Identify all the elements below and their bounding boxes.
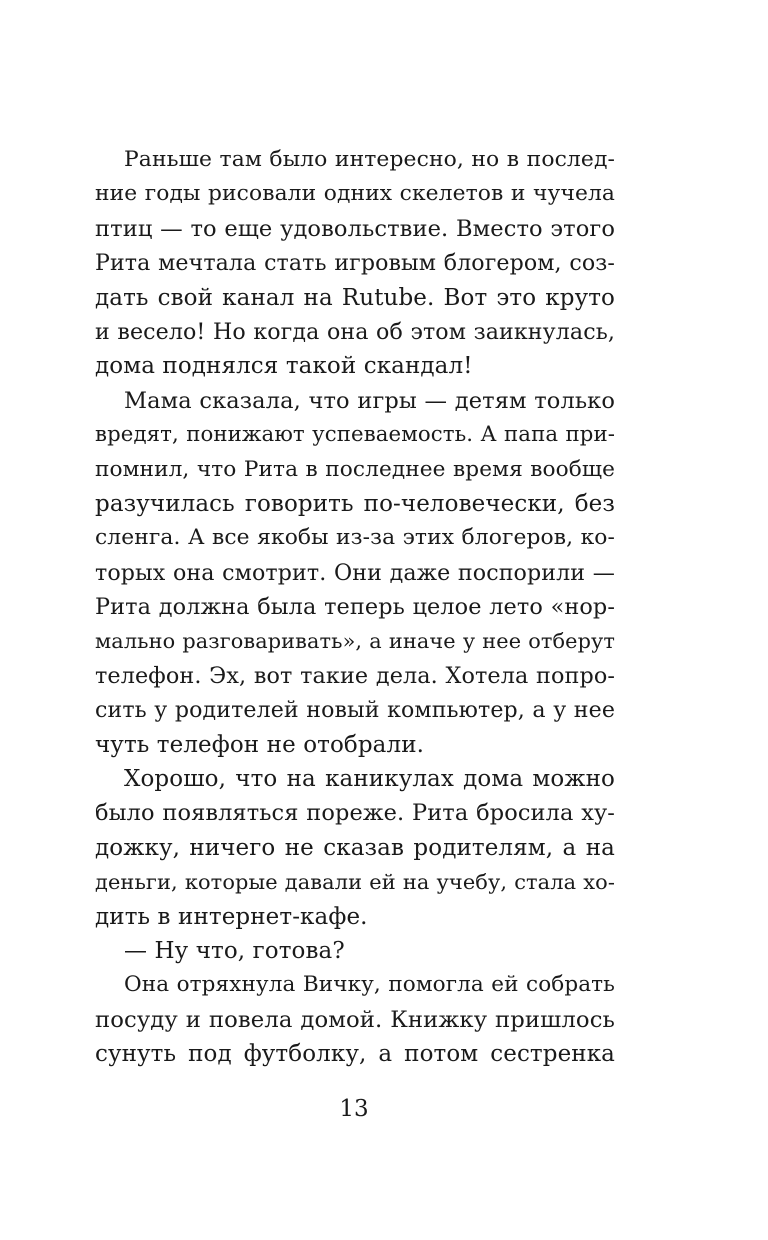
text-line: чуть телефон не отобрали. xyxy=(95,731,425,758)
text-line: Рита должна была теперь целое лето «нор- xyxy=(95,594,615,621)
text-line: Рита мечтала стать игровым блогером, соз- xyxy=(95,250,615,277)
text-line: было появляться пореже. Рита бросила ху- xyxy=(95,800,615,827)
text-line: дить в интернет-кафе. xyxy=(95,903,368,930)
text-line: телефон. Эх, вот такие дела. Хотела попро- xyxy=(95,662,615,689)
page-number: 13 xyxy=(339,1096,369,1122)
text-line: Мама сказала, что игры — детям только xyxy=(124,387,615,414)
text-line: Хорошо, что на каникулах дома можно xyxy=(124,766,615,793)
text-line: посуду и повела домой. Книжку пришлось xyxy=(95,1006,615,1033)
text-line: и весело! Но когда она об этом заикнулась, xyxy=(95,318,615,345)
text-line: сленга. А все якобы из-за этих блогеров, ко- xyxy=(95,525,615,551)
text-line: птиц — то еще удовольствие. Вместо этого xyxy=(95,215,615,242)
text-line: дома поднялся такой скандал! xyxy=(95,353,473,380)
text-line: дать свой канал на Rutube. Вот это круто xyxy=(95,284,615,311)
text-line: торых она смотрит. Они даже поспорили — xyxy=(95,559,615,586)
text-line: мально разговаривать», а иначе у нее отберут xyxy=(95,629,615,654)
paragraph-2 xyxy=(95,384,615,762)
text-line: Раньше там было интересно, но в послед- xyxy=(124,147,615,172)
paragraph-3 xyxy=(95,762,615,934)
paragraph-1 xyxy=(95,143,615,384)
paragraph-5 xyxy=(95,968,615,1071)
text-line: Она отряхнула Вичку, помогла ей собрать xyxy=(124,972,615,998)
text-line: разучилась говорить по-человечески, без xyxy=(95,490,615,517)
text-line: дожку, ничего не сказав родителям, а на xyxy=(95,834,615,861)
text-line: сить у родителей новый компьютер, а у нее xyxy=(95,697,615,724)
page-body xyxy=(95,143,615,1072)
text-line: ние годы рисовали одних скелетов и чучела xyxy=(95,181,615,207)
paragraph-4-dialogue xyxy=(95,934,615,968)
text-line: деньги, которые давали ей на учебу, стала хо- xyxy=(95,870,615,895)
text-line: вредят, понижают успеваемость. А папа при- xyxy=(95,422,615,448)
text-line: — Ну что, готова? xyxy=(124,937,345,964)
text-line: помнил, что Рита в последнее время вообще xyxy=(95,456,615,482)
text-line: сунуть под футболку, а потом сестренка xyxy=(95,1041,615,1068)
